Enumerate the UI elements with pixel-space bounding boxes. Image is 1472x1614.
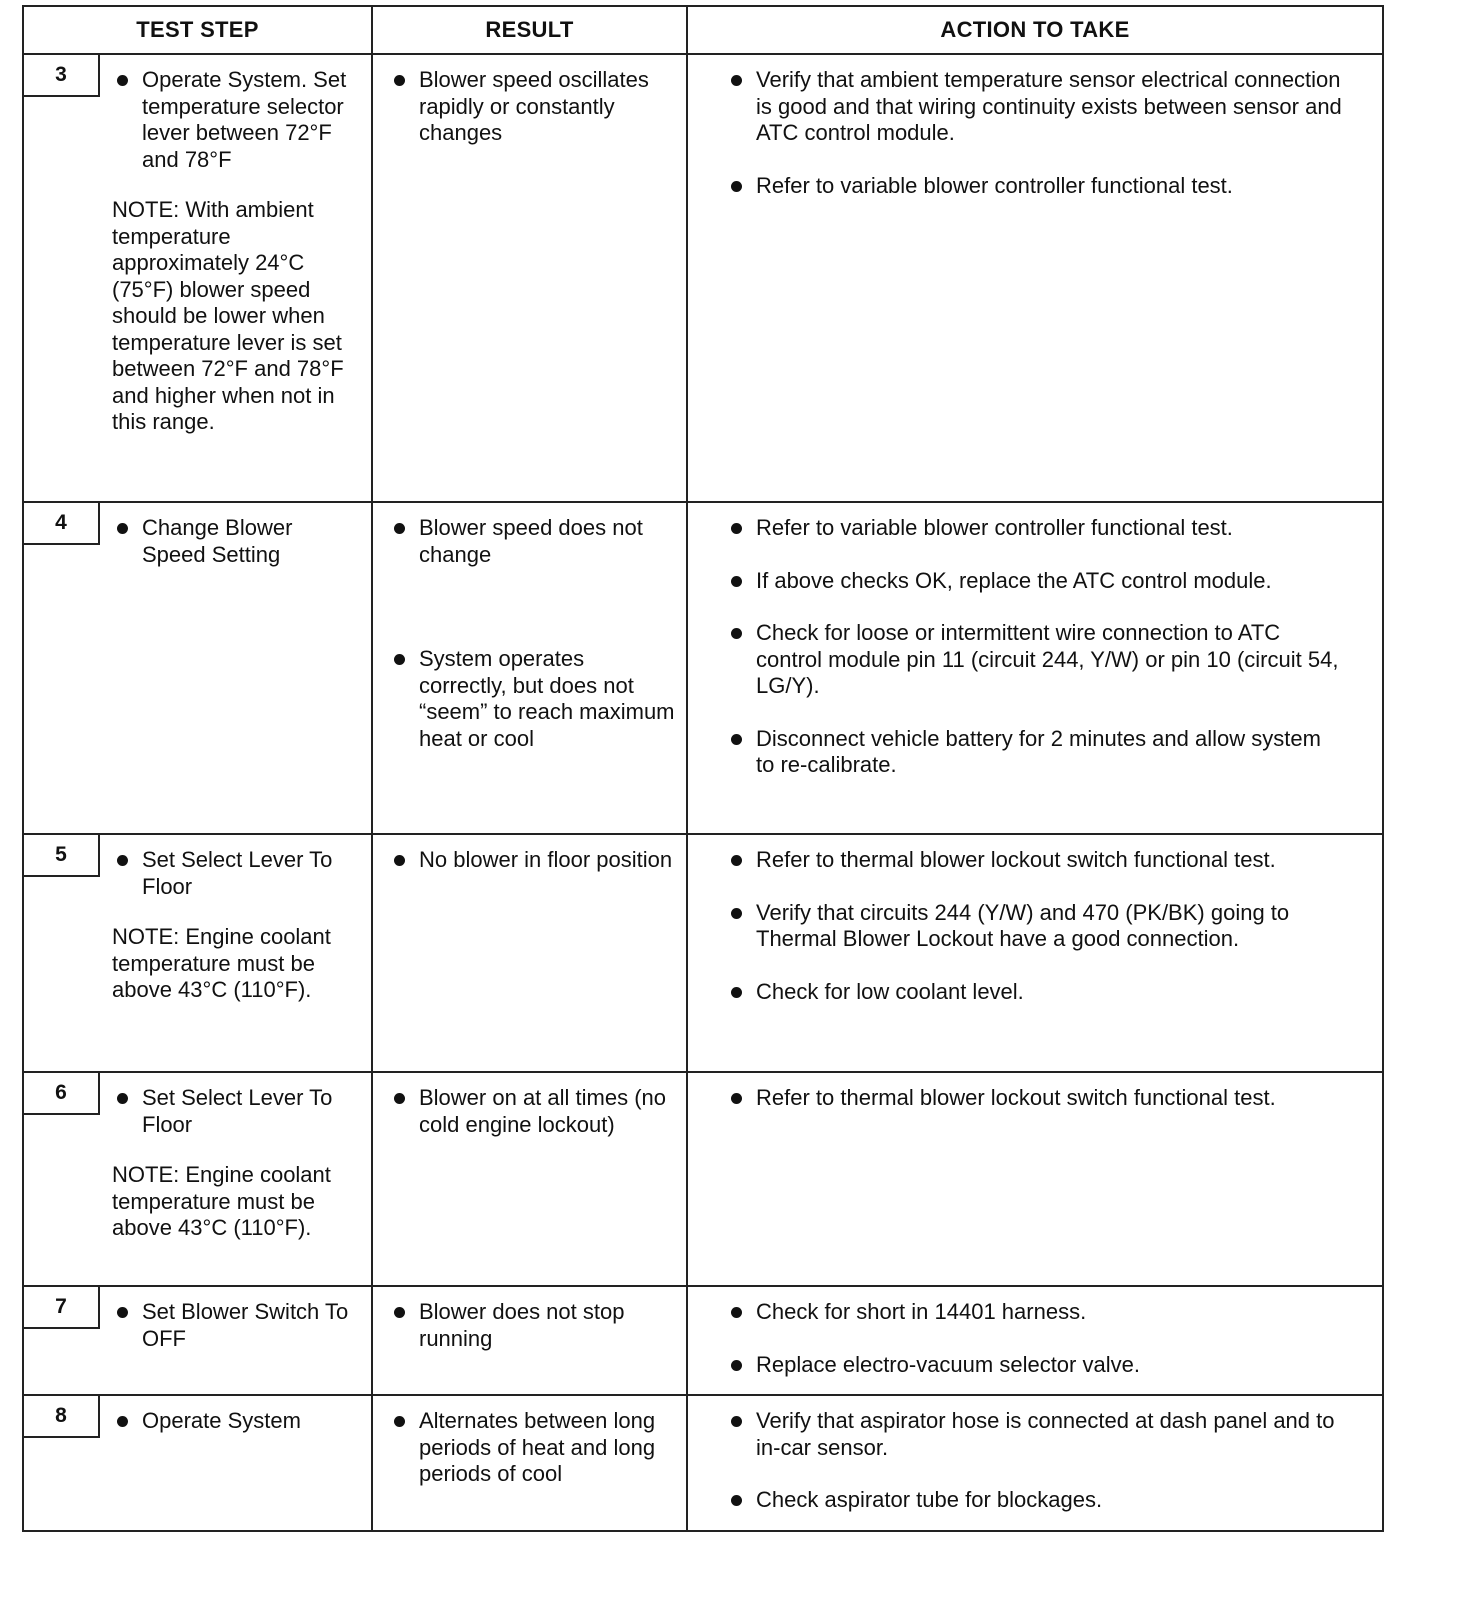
result-item: Blower speed oscillates rapidly or constantly changes	[389, 67, 676, 147]
action-item: Check for low coolant level.	[726, 979, 1342, 1006]
action-item: Refer to variable blower controller functional test.	[726, 515, 1342, 542]
table-row-step-6	[23, 1072, 1383, 1286]
action-cell	[687, 54, 1383, 502]
result-item: Alternates between long periods of heat and long periods of cool	[389, 1408, 676, 1488]
test-step-cell	[23, 502, 372, 834]
header-result: RESULT	[372, 6, 687, 54]
table-row-step-8	[23, 1395, 1383, 1531]
step-number: 7	[24, 1287, 100, 1329]
action-item: Refer to variable blower controller functional test.	[726, 173, 1342, 200]
result-cell	[372, 1286, 687, 1395]
action-item: Verify that ambient temperature sensor electrical connection is good and that wiring continuity exists between sensor and ATC control module.	[726, 67, 1342, 147]
action-cell	[687, 834, 1383, 1072]
test-procedure-page	[22, 5, 1382, 1532]
action-cell	[687, 1286, 1383, 1395]
result-cell	[372, 1395, 687, 1531]
test-step-cell	[23, 1286, 372, 1395]
step-instruction: Set Select Lever To Floor	[112, 1085, 361, 1138]
step-number: 3	[24, 55, 100, 97]
action-item: Refer to thermal blower lockout switch functional test.	[726, 847, 1342, 874]
result-item: Blower does not stop running	[389, 1299, 676, 1352]
result-cell	[372, 1072, 687, 1286]
diagnosis-table	[22, 5, 1384, 1532]
header-action: ACTION TO TAKE	[687, 6, 1383, 54]
action-item: Disconnect vehicle battery for 2 minutes and allow system to re-calibrate.	[726, 726, 1342, 779]
step-note: NOTE: Engine coolant temperature must be above 43°C (110°F).	[112, 1162, 331, 1240]
result-item: Blower speed does not change	[389, 515, 676, 568]
test-step-cell	[23, 834, 372, 1072]
result-cell	[372, 502, 687, 834]
result-cell	[372, 834, 687, 1072]
step-instruction: Set Blower Switch To OFF	[112, 1299, 361, 1352]
step-number: 6	[24, 1073, 100, 1115]
action-item: Verify that circuits 244 (Y/W) and 470 (PK/BK) going to Thermal Blower Lockout have a good connection.	[726, 900, 1342, 953]
table-header-row	[23, 6, 1383, 54]
table-row-step-4	[23, 502, 1383, 834]
step-instruction: Operate System. Set temperature selector lever between 72°F and 78°F	[112, 67, 361, 173]
action-item: Replace electro-vacuum selector valve.	[726, 1352, 1342, 1379]
test-step-cell	[23, 1072, 372, 1286]
action-cell	[687, 1395, 1383, 1531]
table-row-step-7	[23, 1286, 1383, 1395]
step-instruction: Set Select Lever To Floor	[112, 847, 361, 900]
action-item: Check for short in 14401 harness.	[726, 1299, 1342, 1326]
step-number: 4	[24, 503, 100, 545]
step-number: 8	[24, 1396, 100, 1438]
step-number: 5	[24, 835, 100, 877]
result-item: System operates correctly, but does not “seem” to reach maximum heat or cool	[389, 646, 676, 752]
action-item: Verify that aspirator hose is connected at dash panel and to in-car sensor.	[726, 1408, 1342, 1461]
action-cell	[687, 502, 1383, 834]
table-row-step-3	[23, 54, 1383, 502]
step-instruction: Operate System	[112, 1408, 361, 1435]
step-note: NOTE: Engine coolant temperature must be above 43°C (110°F).	[112, 924, 331, 1002]
test-step-cell	[23, 54, 372, 502]
action-item: Check for loose or intermittent wire connection to ATC control module pin 11 (circuit 244, Y/W) or pin 10 (circuit 54, LG/Y).	[726, 620, 1342, 700]
step-instruction: Change Blower Speed Setting	[112, 515, 361, 568]
result-item: Blower on at all times (no cold engine lockout)	[389, 1085, 676, 1138]
result-item: No blower in floor position	[389, 847, 676, 874]
action-item: Check aspirator tube for blockages.	[726, 1487, 1342, 1514]
header-test-step: TEST STEP	[23, 6, 372, 54]
result-cell	[372, 54, 687, 502]
table-row-step-5	[23, 834, 1383, 1072]
action-item: If above checks OK, replace the ATC control module.	[726, 568, 1342, 595]
test-step-cell	[23, 1395, 372, 1531]
step-note: NOTE: With ambient temperature approximately 24°C (75°F) blower speed should be lower when temperature lever is set between 72°F and 78°F and higher when not in this range.	[112, 197, 344, 434]
action-item: Refer to thermal blower lockout switch functional test.	[726, 1085, 1342, 1112]
action-cell	[687, 1072, 1383, 1286]
